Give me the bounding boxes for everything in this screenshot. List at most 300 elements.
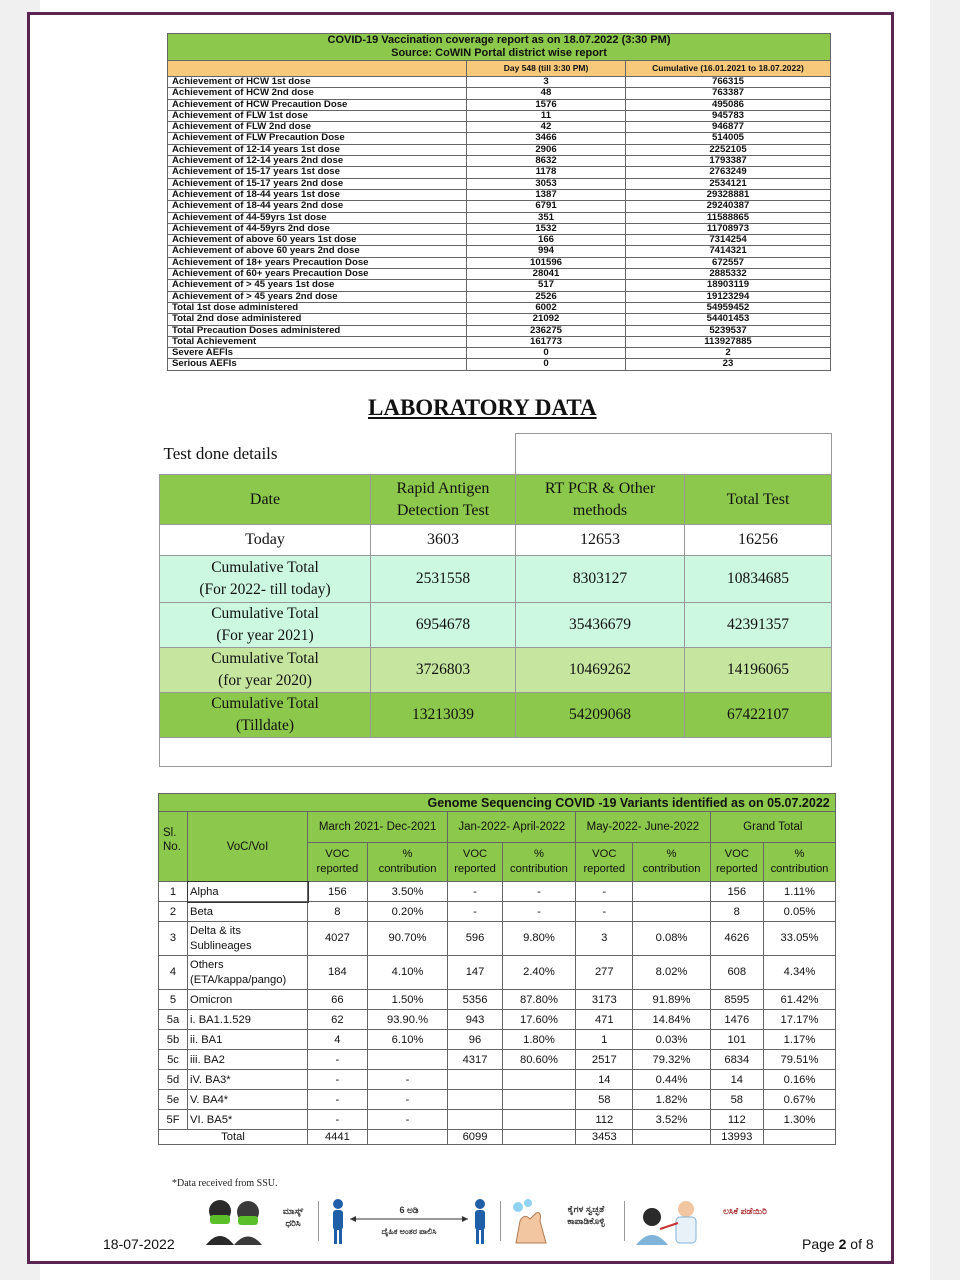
genome-total-label: Total xyxy=(159,1130,308,1145)
genome-total-value xyxy=(502,1130,575,1145)
genome-percent-value: 80.60% xyxy=(502,1050,575,1070)
genome-total-value: 13993 xyxy=(710,1130,763,1145)
vaccination-title: COVID-19 Vaccination coverage report as on 18.07.2022 (3:30 PM) xyxy=(168,34,831,48)
vaccination-day-value: 0 xyxy=(467,359,626,370)
social-distance-icon xyxy=(324,1195,494,1247)
lab-row xyxy=(160,648,832,693)
genome-percent-value: 0.44% xyxy=(633,1070,710,1090)
handwash-section xyxy=(506,1195,616,1247)
genome-title: Genome Sequencing COVID -19 Variants identified as on 05.07.2022 xyxy=(308,794,836,812)
period-header-1: March 2021- Dec-2021 xyxy=(308,812,448,843)
genome-percent-value: 9.80% xyxy=(502,922,575,956)
genome-variant-name: Alpha xyxy=(188,882,308,902)
genome-voc-value: 1 xyxy=(576,1030,633,1050)
genome-voc-value: 58 xyxy=(710,1090,763,1110)
vaccination-day-value: 166 xyxy=(467,235,626,246)
genome-percent-value: 1.50% xyxy=(367,990,448,1010)
genome-total-value: 4441 xyxy=(308,1130,368,1145)
vaccination-row xyxy=(168,144,831,155)
vaccination-row xyxy=(168,302,831,313)
genome-percent-value: 17.17% xyxy=(763,1010,835,1030)
vaccination-cumulative-value: 495086 xyxy=(626,99,831,110)
genome-sl-no: 2 xyxy=(159,902,188,922)
vaccination-row xyxy=(168,212,831,223)
vaccination-label: Achievement of 12-14 years 2nd dose xyxy=(168,156,467,167)
genome-variant-name: Others (ETA/kappa/pango) xyxy=(188,956,308,990)
vaccination-cumulative-value: 1793387 xyxy=(626,156,831,167)
genome-sequencing-table xyxy=(158,793,836,1145)
lab-rat-value: 6954678 xyxy=(371,603,516,648)
vaccination-cumulative-value: 19123294 xyxy=(626,291,831,302)
lab-rat-value: 3726803 xyxy=(371,648,516,693)
percent-contribution-header: % contribution xyxy=(633,843,710,882)
genome-voc-value: 147 xyxy=(448,956,502,990)
genome-percent-value: - xyxy=(502,882,575,902)
genome-voc-value: 14 xyxy=(710,1070,763,1090)
vaccination-cumulative-value: 54401453 xyxy=(626,314,831,325)
vaccination-cumulative-value: 54959452 xyxy=(626,302,831,313)
lab-total-value: 16256 xyxy=(685,525,832,556)
lab-date-cell: Cumulative Total (For year 2021) xyxy=(160,603,371,648)
lab-rtpcr-value: 10469262 xyxy=(516,648,685,693)
genome-sl-no: 5d xyxy=(159,1070,188,1090)
genome-voc-value: 608 xyxy=(710,956,763,990)
lab-rat-value: 2531558 xyxy=(371,556,516,603)
vaccination-row xyxy=(168,325,831,336)
genome-voc-value: 4 xyxy=(308,1030,368,1050)
genome-variant-name: VI. BA5* xyxy=(188,1110,308,1130)
percent-contribution-header: % contribution xyxy=(763,843,835,882)
genome-row xyxy=(159,882,836,902)
sl-no-header: Sl. No. xyxy=(159,812,188,882)
genome-percent-value: 6.10% xyxy=(367,1030,448,1050)
genome-row xyxy=(159,1070,836,1090)
vaccination-label: Total Precaution Doses administered xyxy=(168,325,467,336)
genome-percent-value: 87.80% xyxy=(502,990,575,1010)
genome-percent-value xyxy=(502,1090,575,1110)
vaccination-day-value: 11 xyxy=(467,110,626,121)
genome-percent-value: 61.42% xyxy=(763,990,835,1010)
vaccination-row xyxy=(168,359,831,370)
vaccination-label: Achievement of 44-59yrs 1st dose xyxy=(168,212,467,223)
genome-percent-value: 79.32% xyxy=(633,1050,710,1070)
genome-voc-value: - xyxy=(448,882,502,902)
vaccination-cumulative-value: 945783 xyxy=(626,110,831,121)
percent-contribution-header: % contribution xyxy=(502,843,575,882)
genome-voc-value: - xyxy=(308,1070,368,1090)
col-day-header: Day 548 (till 3:30 PM) xyxy=(467,61,626,77)
laboratory-data-heading: LABORATORY DATA xyxy=(368,395,597,420)
vaccination-row xyxy=(168,189,831,200)
genome-voc-value: - xyxy=(448,902,502,922)
genome-voc-value: 58 xyxy=(576,1090,633,1110)
genome-row xyxy=(159,1050,836,1070)
genome-percent-value: - xyxy=(367,1070,448,1090)
genome-row xyxy=(159,1030,836,1050)
vaccination-label: Serious AEFIs xyxy=(168,359,467,370)
col-total-header: Total Test xyxy=(685,475,832,525)
genome-percent-value: 1.30% xyxy=(763,1110,835,1130)
vaccination-label: Achievement of HCW 2nd dose xyxy=(168,88,467,99)
lab-date-cell: Cumulative Total (For 2022- till today) xyxy=(160,556,371,603)
genome-percent-value xyxy=(367,1050,448,1070)
genome-voc-value: 2517 xyxy=(576,1050,633,1070)
laboratory-table xyxy=(159,433,832,767)
genome-voc-value: 14 xyxy=(576,1070,633,1090)
genome-row xyxy=(159,922,836,956)
vaccination-day-value: 6002 xyxy=(467,302,626,313)
vaccination-day-value: 3466 xyxy=(467,133,626,144)
vaccination-cumulative-value: 2763249 xyxy=(626,167,831,178)
genome-sl-no: 5c xyxy=(159,1050,188,1070)
genome-percent-value: 4.10% xyxy=(367,956,448,990)
vaccination-cumulative-value: 2252105 xyxy=(626,144,831,155)
vaccination-label: Achievement of 18-44 years 2nd dose xyxy=(168,201,467,212)
voc-reported-header: VOC reported xyxy=(710,843,763,882)
genome-percent-value: 3.50% xyxy=(367,882,448,902)
lab-date-cell: Cumulative Total (Tilldate) xyxy=(160,693,371,738)
genome-variant-name: Delta & its Sublineages xyxy=(188,922,308,956)
vaccination-cumulative-value: 29240387 xyxy=(626,201,831,212)
genome-voc-value: 5356 xyxy=(448,990,502,1010)
genome-row xyxy=(159,902,836,922)
vaccination-row xyxy=(168,77,831,88)
vaccination-cumulative-value: 766315 xyxy=(626,77,831,88)
genome-voc-value: - xyxy=(308,1050,368,1070)
lab-row xyxy=(160,603,832,648)
vaccination-row xyxy=(168,88,831,99)
vaccination-cumulative-value: 2885332 xyxy=(626,269,831,280)
genome-percent-value: 0.05% xyxy=(763,902,835,922)
genome-voc-value: - xyxy=(308,1110,368,1130)
vaccination-label: Achievement of above 60 years 2nd dose xyxy=(168,246,467,257)
vaccination-day-value: 161773 xyxy=(467,336,626,347)
vaccination-row xyxy=(168,156,831,167)
genome-total-value: 6099 xyxy=(448,1130,502,1145)
col-rtpcr-header: RT PCR & Other methods xyxy=(516,475,685,525)
vaccination-table xyxy=(167,33,831,371)
genome-row xyxy=(159,1010,836,1030)
lab-row xyxy=(160,693,832,738)
vaccination-label: Achievement of FLW Precaution Dose xyxy=(168,133,467,144)
genome-voc-value: 943 xyxy=(448,1010,502,1030)
genome-voc-value: 112 xyxy=(710,1110,763,1130)
genome-sl-no: 5F xyxy=(159,1110,188,1130)
vaccination-day-value: 3053 xyxy=(467,178,626,189)
lab-total-value: 67422107 xyxy=(685,693,832,738)
vaccine-text: ಲಸಿಕೆ ಪಡೆಯಿರಿ xyxy=(723,1206,767,1216)
genome-percent-value: 14.84% xyxy=(633,1010,710,1030)
genome-percent-value xyxy=(502,1110,575,1130)
genome-voc-value: 8 xyxy=(308,902,368,922)
vaccination-label: Total Achievement xyxy=(168,336,467,347)
genome-voc-value: 96 xyxy=(448,1030,502,1050)
genome-voc-value: - xyxy=(308,1090,368,1110)
vaccination-day-value: 236275 xyxy=(467,325,626,336)
vaccination-day-value: 0 xyxy=(467,348,626,359)
genome-voc-value: 1476 xyxy=(710,1010,763,1030)
genome-row xyxy=(159,1090,836,1110)
vaccination-row xyxy=(168,178,831,189)
genome-total-value: 3453 xyxy=(576,1130,633,1145)
vaccination-cumulative-value: 946877 xyxy=(626,122,831,133)
genome-percent-value: 0.20% xyxy=(367,902,448,922)
vaccination-day-value: 6791 xyxy=(467,201,626,212)
lab-rtpcr-value: 8303127 xyxy=(516,556,685,603)
genome-voc-value: 112 xyxy=(576,1110,633,1130)
vaccination-day-value: 21092 xyxy=(467,314,626,325)
col-date-header: Date xyxy=(160,475,371,525)
vaccination-day-value: 48 xyxy=(467,88,626,99)
genome-row xyxy=(159,1110,836,1130)
lab-rat-value: 3603 xyxy=(371,525,516,556)
vaccination-cumulative-value: 763387 xyxy=(626,88,831,99)
vaccination-day-value: 1178 xyxy=(467,167,626,178)
vaccination-cumulative-value: 672557 xyxy=(626,257,831,268)
footer-banner xyxy=(200,1195,780,1247)
vaccination-day-value: 2906 xyxy=(467,144,626,155)
vaccination-cumulative-value: 29328881 xyxy=(626,189,831,200)
genome-variant-name: Omicron xyxy=(188,990,308,1010)
period-header-2: Jan-2022- April-2022 xyxy=(448,812,576,843)
genome-percent-value: - xyxy=(502,902,575,922)
col-rat-header: Rapid Antigen Detection Test xyxy=(371,475,516,525)
genome-row xyxy=(159,990,836,1010)
vaccination-day-value: 1576 xyxy=(467,99,626,110)
lab-rtpcr-value: 54209068 xyxy=(516,693,685,738)
genome-percent-value: 1.80% xyxy=(502,1030,575,1050)
col-cumulative-header: Cumulative (16.01.2021 to 18.07.2022) xyxy=(626,61,831,77)
genome-variant-name: ii. BA1 xyxy=(188,1030,308,1050)
genome-sl-no: 4 xyxy=(159,956,188,990)
genome-percent-value: - xyxy=(367,1090,448,1110)
vaccination-label: Achievement of HCW 1st dose xyxy=(168,77,467,88)
vaccination-day-value: 1532 xyxy=(467,223,626,234)
vaccination-row xyxy=(168,223,831,234)
genome-voc-value: 277 xyxy=(576,956,633,990)
genome-sl-no: 5e xyxy=(159,1090,188,1110)
vaccination-label: Total 2nd dose administered xyxy=(168,314,467,325)
vaccination-row xyxy=(168,257,831,268)
vaccination-label: Achievement of > 45 years 2nd dose xyxy=(168,291,467,302)
genome-percent-value: 93.90.% xyxy=(367,1010,448,1030)
genome-total-row xyxy=(159,1130,836,1145)
genome-percent-value: 90.70% xyxy=(367,922,448,956)
lab-total-value: 10834685 xyxy=(685,556,832,603)
vaccination-row xyxy=(168,269,831,280)
genome-voc-value: 101 xyxy=(710,1030,763,1050)
genome-variant-name: i. BA1.1.529 xyxy=(188,1010,308,1030)
genome-voc-value: - xyxy=(576,902,633,922)
vaccination-day-value: 101596 xyxy=(467,257,626,268)
voc-voi-header: VoC/VoI xyxy=(188,812,308,882)
genome-percent-value xyxy=(633,902,710,922)
genome-percent-value: 0.08% xyxy=(633,922,710,956)
genome-variant-name: Beta xyxy=(188,902,308,922)
lab-row xyxy=(160,525,832,556)
genome-sl-no: 5a xyxy=(159,1010,188,1030)
vaccination-row xyxy=(168,201,831,212)
vaccination-label: Severe AEFIs xyxy=(168,348,467,359)
genome-percent-value: 1.82% xyxy=(633,1090,710,1110)
genome-percent-value: 8.02% xyxy=(633,956,710,990)
vaccination-label: Achievement of 12-14 years 1st dose xyxy=(168,144,467,155)
genome-percent-value: 1.17% xyxy=(763,1030,835,1050)
handwash-text: ಕೈಗಳ ಸ್ವಚ್ಛತೆ ಕಾಪಾಡಿಕೊಳ್ಳಿ xyxy=(567,1204,605,1226)
page-number: Page 2 of 8 xyxy=(802,1236,874,1252)
genome-percent-value: 2.40% xyxy=(502,956,575,990)
vaccination-day-value: 3 xyxy=(467,77,626,88)
genome-voc-value: 8595 xyxy=(710,990,763,1010)
test-done-details-label: Test done details xyxy=(160,434,516,475)
vaccination-row xyxy=(168,235,831,246)
vaccination-row xyxy=(168,99,831,110)
vaccination-day-value: 1387 xyxy=(467,189,626,200)
vaccination-cumulative-value: 23 xyxy=(626,359,831,370)
genome-percent-value: - xyxy=(367,1110,448,1130)
vaccination-cumulative-value: 2534121 xyxy=(626,178,831,189)
genome-percent-value: 4.34% xyxy=(763,956,835,990)
genome-voc-value: 8 xyxy=(710,902,763,922)
vaccination-label: Achievement of above 60 years 1st dose xyxy=(168,235,467,246)
vaccination-label: Achievement of 15-17 years 1st dose xyxy=(168,167,467,178)
genome-total-value xyxy=(633,1130,710,1145)
genome-voc-value: 3 xyxy=(576,922,633,956)
genome-percent-value: 0.67% xyxy=(763,1090,835,1110)
genome-voc-value: 66 xyxy=(308,990,368,1010)
vaccination-cumulative-value: 18903119 xyxy=(626,280,831,291)
vaccination-day-value: 2526 xyxy=(467,291,626,302)
genome-percent-value: 17.60% xyxy=(502,1010,575,1030)
vaccination-cumulative-value: 113927885 xyxy=(626,336,831,347)
vaccination-icon xyxy=(630,1195,710,1245)
lab-date-cell: Cumulative Total (for year 2020) xyxy=(160,648,371,693)
genome-sl-no: 5 xyxy=(159,990,188,1010)
genome-total-value xyxy=(367,1130,448,1145)
masked-people-icon xyxy=(200,1195,270,1245)
distance-top-text: 6 ಅಡಿ xyxy=(399,1205,419,1215)
vaccination-label: Achievement of FLW 2nd dose xyxy=(168,122,467,133)
vaccination-label: Achievement of FLW 1st dose xyxy=(168,110,467,121)
vaccination-day-value: 42 xyxy=(467,122,626,133)
footer-date: 18-07-2022 xyxy=(103,1236,175,1252)
vaccination-cumulative-value: 11588865 xyxy=(626,212,831,223)
lab-total-value: 14196065 xyxy=(685,648,832,693)
vaccination-label: Achievement of 44-59yrs 2nd dose xyxy=(168,223,467,234)
vaccination-label: Total 1st dose administered xyxy=(168,302,467,313)
vaccination-row xyxy=(168,291,831,302)
vaccination-cumulative-value: 7314254 xyxy=(626,235,831,246)
period-header-grand-total: Grand Total xyxy=(710,812,835,843)
distance-section xyxy=(324,1195,494,1247)
vaccination-row xyxy=(168,167,831,178)
genome-percent-value: 33.05% xyxy=(763,922,835,956)
handwash-icon xyxy=(506,1195,556,1245)
voc-reported-header: VOC reported xyxy=(576,843,633,882)
genome-voc-value: 3173 xyxy=(576,990,633,1010)
genome-variant-name: iii. BA2 xyxy=(188,1050,308,1070)
genome-percent-value xyxy=(502,1070,575,1090)
lab-rtpcr-value: 12653 xyxy=(516,525,685,556)
genome-row xyxy=(159,956,836,990)
genome-voc-value xyxy=(448,1070,502,1090)
footnote: *Data received from SSU. xyxy=(172,1178,278,1189)
voc-reported-header: VOC reported xyxy=(448,843,502,882)
mask-section xyxy=(200,1195,310,1247)
distance-bottom-text: ದೈಹಿಕ ಅಂತರ ಪಾಲಿಸಿ xyxy=(381,1227,437,1236)
genome-percent-value: 79.51% xyxy=(763,1050,835,1070)
genome-sl-no: 3 xyxy=(159,922,188,956)
genome-percent-value xyxy=(633,882,710,902)
vaccination-label: Achievement of 18-44 years 1st dose xyxy=(168,189,467,200)
genome-percent-value: 0.03% xyxy=(633,1030,710,1050)
genome-voc-value: 156 xyxy=(710,882,763,902)
genome-voc-value: 156 xyxy=(308,882,368,902)
vaccination-day-value: 994 xyxy=(467,246,626,257)
genome-variant-name: V. BA4* xyxy=(188,1090,308,1110)
mask-text: ಮಾಸ್ಕ್ ಧರಿಸಿ xyxy=(282,1206,304,1228)
genome-voc-value: 4027 xyxy=(308,922,368,956)
vaccination-day-value: 517 xyxy=(467,280,626,291)
vaccination-cumulative-value: 2 xyxy=(626,348,831,359)
vaccination-label: Achievement of HCW Precaution Dose xyxy=(168,99,467,110)
lab-rtpcr-value: 35436679 xyxy=(516,603,685,648)
genome-percent-value: 0.16% xyxy=(763,1070,835,1090)
vaccination-label: Achievement of 15-17 years 2nd dose xyxy=(168,178,467,189)
vaccination-cumulative-value: 5239537 xyxy=(626,325,831,336)
vaccination-cumulative-value: 11708973 xyxy=(626,223,831,234)
genome-voc-value: 4626 xyxy=(710,922,763,956)
genome-sl-no: 5b xyxy=(159,1030,188,1050)
lab-date-cell: Today xyxy=(160,525,371,556)
vaccination-row xyxy=(168,336,831,347)
vaccination-row xyxy=(168,348,831,359)
vaccination-source: Source: CoWIN Portal district wise report xyxy=(168,47,831,61)
vaccination-label: Achievement of 60+ years Precaution Dose xyxy=(168,269,467,280)
vaccination-row xyxy=(168,110,831,121)
genome-voc-value xyxy=(448,1110,502,1130)
genome-voc-value: 6834 xyxy=(710,1050,763,1070)
vaccination-cumulative-value: 7414321 xyxy=(626,246,831,257)
vaccination-row xyxy=(168,280,831,291)
genome-percent-value: 91.89% xyxy=(633,990,710,1010)
voc-reported-header: VOC reported xyxy=(308,843,368,882)
vaccination-day-value: 351 xyxy=(467,212,626,223)
vaccination-label: Achievement of 18+ years Precaution Dose xyxy=(168,257,467,268)
vaccination-row xyxy=(168,133,831,144)
genome-voc-value: 62 xyxy=(308,1010,368,1030)
genome-percent-value: 3.52% xyxy=(633,1110,710,1130)
vaccination-row xyxy=(168,314,831,325)
lab-total-value: 42391357 xyxy=(685,603,832,648)
period-header-3: May-2022- June-2022 xyxy=(576,812,710,843)
genome-voc-value: 184 xyxy=(308,956,368,990)
vaccination-cumulative-value: 514005 xyxy=(626,133,831,144)
genome-voc-value: 4317 xyxy=(448,1050,502,1070)
genome-voc-value: - xyxy=(576,882,633,902)
genome-variant-name: iV. BA3* xyxy=(188,1070,308,1090)
genome-voc-value: 596 xyxy=(448,922,502,956)
genome-voc-value xyxy=(448,1090,502,1110)
genome-voc-value: 471 xyxy=(576,1010,633,1030)
vaccination-label: Achievement of > 45 years 1st dose xyxy=(168,280,467,291)
vaccination-row xyxy=(168,122,831,133)
genome-sl-no: 1 xyxy=(159,882,188,902)
vaccination-row xyxy=(168,246,831,257)
genome-total-value xyxy=(763,1130,835,1145)
lab-row xyxy=(160,556,832,603)
lab-rat-value: 13213039 xyxy=(371,693,516,738)
